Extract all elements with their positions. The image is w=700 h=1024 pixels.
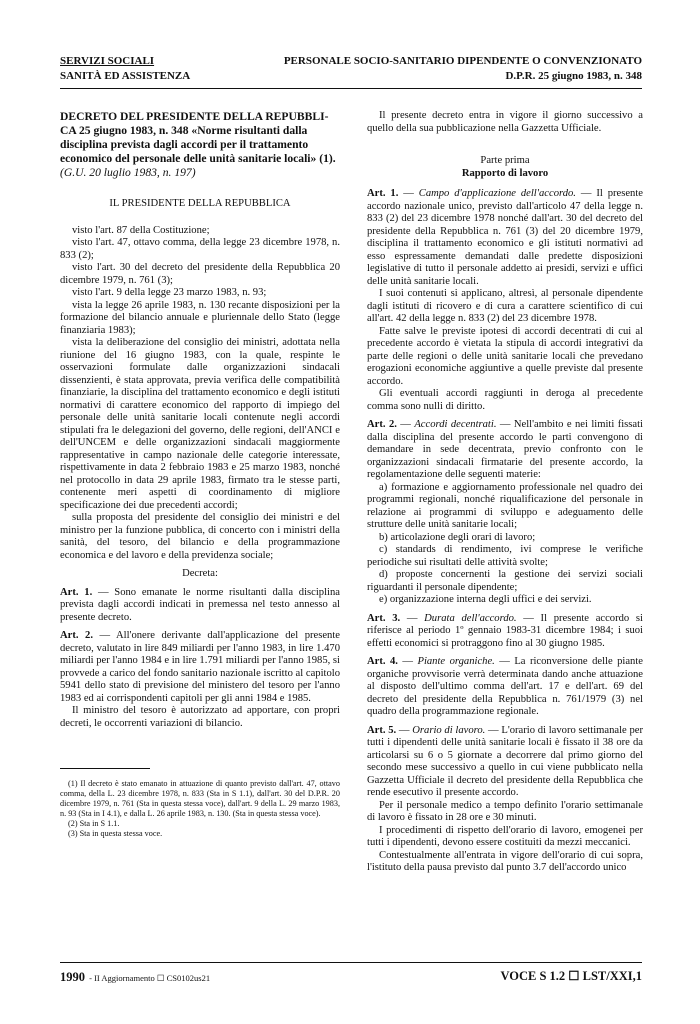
right-column bbox=[367, 110, 643, 875]
article-number: Art. 1. bbox=[367, 188, 399, 199]
header-topic bbox=[284, 54, 642, 84]
article-text: — Il presente accordo nazionale unico, previsto dall'articolo 47 della legge n. 833 (2) del 23 dicembre 1978 nonché dall'art. 30 del decreto del presidente della Repubblica n. 761 (3) del 20 dicembre 1979, disciplina il trattamento economico e gli istituti normativi ad esso espressamente demandati dalle predette disposizioni legislative di tutto il personale addetto ai presidi, servizi e uffici delle unità sanitarie locali. bbox=[367, 188, 643, 287]
decree-title: DECRETO DEL PRESIDENTE DELLA REPUBBLI-CA 25 giugno 1983, n. 348 «Norme risultanti dalla disciplina prevista dagli accordi per il trattamento economico del personale delle unità sanitarie locali» (1). bbox=[60, 110, 336, 165]
article-number: Art. 2. bbox=[60, 630, 93, 641]
running-header bbox=[60, 40, 642, 89]
footer-left bbox=[60, 970, 210, 985]
document-page bbox=[60, 40, 642, 1000]
footnote: (1) Il decreto è stato emanato in attuazione di quanto previsto dall'art. 47, ottavo comma, della L. 23 dicembre 1978, n. 833 (Sta in S 1.1), dall'art. 30 del D.P.R. 20 dicembre 1979, n. 761 (Sta in questa stessa voce), dall'art. 9 della L. 29 marzo 1983, n. 93 (Sta in I 4.1), e dalla L. 26 aprile 1983, n. 130. (Sta in questa stessa voce). bbox=[60, 779, 340, 818]
article-paragraph: Gli eventuali accordi raggiunti in deroga al precedente comma sono nulli di diritto. bbox=[367, 388, 643, 412]
article-number: Art. 2. bbox=[367, 419, 397, 430]
article-title: Accordi decentrati. bbox=[414, 419, 497, 430]
president-heading: IL PRESIDENTE DELLA REPUBBLICA bbox=[109, 198, 291, 209]
list-item: e) organizzazione interna degli uffici e dei servizi. bbox=[379, 594, 592, 605]
footer-voce: VOCE S 1.2 ☐ LST/XXI,1 bbox=[500, 969, 642, 983]
list-item: b) articolazione degli orari di lavoro; bbox=[379, 531, 536, 543]
header-decree-ref: D.P.R. 25 giugno 1983, n. 348 bbox=[505, 70, 642, 82]
article-2: Art. 2. — Accordi decentrati. — Nell'ambito e nei limiti fissati dalla disciplina del presente accordo le parti convengono di demandare in sede decentrata, previo confronto con le organizzazioni sindacali firmatarie del presente accordo, la regolamentazione delle seguenti materie: bbox=[367, 419, 644, 480]
list-item: a) formazione e aggiornamento professionale nel quadro dei programmi regionali, nonché riqualificazione del personale in relazione ai programmi di sviluppo e adeguamento delle strutture delle unità sanitarie locali; bbox=[367, 481, 643, 530]
recital: visto l'art. 9 della legge 23 marzo 1983, n. 93; bbox=[72, 287, 267, 298]
header-subcategory: SANITÀ ED ASSISTENZA bbox=[60, 70, 191, 82]
article-paragraph: I suoi contenuti si applicano, altresì, al personale dipendente dagli istituti di ricovero e di cura a carattere scientifico di cui all'art. 42 della legge n. 833 (2) del 23 dicembre 1978. bbox=[367, 288, 643, 324]
article-1 bbox=[60, 587, 340, 625]
running-footer bbox=[60, 962, 642, 991]
article-text: — All'onere derivante dall'applicazione del presente decreto, valutato in lire 849 miliardi per l'anno 1983, in lire 1.470 miliardi per l'anno 1984 e in lire 1.791 miliardi per l'anno 1985, si provvede a carico del fondo sanitario nazionale iscritto al capitolo 5941 dello stato di previsione del ministero del tesoro per l'anno 1983 ed ai corrispondenti capitoli per gli anni 1984 e 1985. bbox=[60, 630, 340, 704]
part-label: Parte prima bbox=[480, 155, 530, 166]
entry-into-force: Il presente decreto entra in vigore il giorno successivo a quello della sua pubblicazione nella Gazzetta Ufficiale. bbox=[367, 110, 643, 134]
list-item: c) standards di rendimento, ivi comprese le verifiche periodiche sui risultati delle attività svolte; bbox=[367, 544, 643, 568]
article-paragraph: I procedimenti di rispetto dell'orario di lavoro, emogenei per tutti i dipendenti, devono essere costituiti da mezzi meccanici. bbox=[367, 824, 643, 848]
article-title: Piante organiche. bbox=[417, 656, 495, 667]
part-title: Rapporto di lavoro bbox=[461, 167, 549, 179]
header-topic-title: PERSONALE SOCIO-SANITARIO DIPENDENTE O CONVENZIONATO bbox=[283, 55, 642, 67]
header-category: SERVIZI SOCIALI bbox=[60, 55, 155, 67]
footer-edition: - II Aggiornamento ☐ CS0102us21 bbox=[89, 973, 211, 983]
article-text: — Nell'ambito e nei limiti fissati dalla disciplina del presente accordo le parti convengono di demandare in sede decentrata, previo confronto con le organizzazioni sindacali firmatarie del presente accordo, la regolamentazione delle seguenti materie: bbox=[367, 419, 644, 480]
article-title: Orario di lavoro. bbox=[412, 724, 486, 736]
recital: visto l'art. 30 del decreto del presidente della Repubblica 20 dicembre 1979, n. 761 (3); bbox=[60, 262, 340, 286]
header-section bbox=[60, 54, 190, 84]
article-text: — Il presente accordo si riferisce al periodo 1º gennaio 1983-31 dicembre 1984; i suoi effetti economici si protraggono fino al 30 giugno 1985. bbox=[367, 612, 643, 649]
decreta-heading: Decreta: bbox=[182, 568, 218, 579]
article-number: Art. 1. bbox=[60, 586, 93, 598]
recital: visto l'art. 87 della Costituzione; bbox=[72, 224, 210, 236]
article-text: — L'orario di lavoro settimanale per tutti i dipendenti delle unità sanitarie locali è fissato il 38 ore da articolarsi su 6 o 5 giornate a decorrere dal primo giorno del secondo mese successivo a quello in cui viene pubblicato nella Gazzetta Ufficiale il decreto del presidente della Repubblica che rende esecutivo il presente accordo. bbox=[367, 724, 643, 798]
article-paragraph: Contestualmente all'entrata in vigore dell'orario di cui sopra, l'istituto della pausa previsto dal punto 3.7 dell'accordo unico bbox=[367, 849, 643, 873]
article-title: Campo d'applicazione dell'accordo. bbox=[418, 188, 576, 199]
article-paragraph: Per il personale medico a tempo definito l'orario settimanale di lavoro è fissato in 28 ore e 30 minuti. bbox=[367, 799, 643, 823]
article-5: Art. 5. — Orario di lavoro. — L'orario di lavoro settimanale per tutti i dipendenti delle unità sanitarie locali è fissato il 38 ore da articolarsi su 6 o 5 giornate a decorrere dal primo giorno del secondo mese successivo a quello in cui viene pubblicato nella Gazzetta Ufficiale il decreto del presidente della Repubblica che rende esecutivo il presente accordo. bbox=[367, 724, 643, 798]
article-title: Durata dell'accordo. bbox=[424, 612, 517, 624]
footnote-rule bbox=[60, 768, 150, 769]
recital: visto l'art. 47, ottavo comma, della legge 23 dicembre 1978, n. 833 (2); bbox=[60, 237, 340, 261]
article-1: Art. 1. — Campo d'applicazione dell'accordo. — Il presente accordo nazionale unico, previsto dall'articolo 47 della legge n. 833 (2) del 23 dicembre 1978 nonché dall'art. 30 del decreto del presidente della Repubblica n. 761 (3) del 20 dicembre 1979, disciplina il trattamento economico e gli istituti normativi ad esso espressamente demandati dalle predette disposizioni legislative di tutto il personale addetto ai presidi, servizi e uffici delle unità sanitarie locali. bbox=[367, 188, 643, 287]
article-2 bbox=[60, 630, 340, 705]
list-item: d) proposte concernenti la gestione dei servizi sociali riguardanti il personale dipendente; bbox=[367, 569, 643, 593]
gazette-reference: (G.U. 20 luglio 1983, n. 197) bbox=[60, 166, 196, 179]
recital: vista la deliberazione del consiglio dei ministri, adottata nella riunione del 16 giugno 1983, con la quale, respinte le osservazioni formulate dalle organizzazioni sindacali dissenzienti, è stata approvata, previa verifica delle compatibilità finanziarie, la disciplina del trattamento economico e degli istituti normativi di carattere economico del rapporto di impiego del personale delle unità sanitarie locali contenute negli accordi stipulati fra le delegazioni del governo, delle regioni, dell'ANCI e dell'UNCEM e delle organizzazioni sindacali maggiormente rappresentative in campo nazionale delle categorie interessate, rispettivamente in data 2 febbraio 1983 e 25 marzo 1983, nonché nel protocollo in data 29 aprile 1983, firmato tra le stesse parti, contenente meri aspetti di coordinamento di migliore specificazione dei due precedenti accordi; bbox=[60, 337, 340, 511]
footnotes bbox=[60, 779, 340, 839]
recital: sulla proposta del presidente del consiglio dei ministri e del ministro per la funzione pubblica, di concerto con i ministri della sanità, del tesoro, del bilancio e della programmazione economica e del lavoro e della previdenza sociale; bbox=[60, 512, 340, 561]
article-paragraph: Il ministro del tesoro è autorizzato ad apportare, con propri decreti, le occorrenti variazioni di bilancio. bbox=[60, 705, 340, 729]
recital: vista la legge 26 aprile 1983, n. 130 recante disposizioni per la formazione del bilancio annuale e pluriennale dello Stato (legge finanziaria 1983); bbox=[60, 299, 340, 336]
article-3: Art. 3. — Durata dell'accordo. — Il presente accordo si riferisce al periodo 1º gennaio 1983-31 dicembre 1984; i suoi effetti economici si protraggono fino al 30 giugno 1985. bbox=[367, 612, 643, 649]
article-text: — Sono emanate le norme risultanti dalla disciplina prevista dagli accordi indicati in premessa nel testo annesso al presente decreto. bbox=[60, 586, 340, 623]
article-number: Art. 5. bbox=[367, 724, 397, 736]
footnote: (2) Sta in S 1.1. bbox=[68, 819, 120, 828]
article-paragraph: Fatte salve le previste ipotesi di accordi decentrati di cui al precedente accordo è vietata la stipula di accordi integrativi da parte delle regioni o delle unità sanitarie locali che prevedano erogazioni economiche aggiuntive a quelle previste dal presente accordo. bbox=[367, 325, 643, 387]
footnote: (3) Sta in questa stessa voce. bbox=[68, 829, 163, 838]
article-number: Art. 3. bbox=[367, 612, 401, 624]
article-number: Art. 4. bbox=[367, 656, 398, 667]
article-text: — La riconversione delle piante organiche provvisorie verrà determinata dando anche attuazione al disposto dell'ultimo comma dell'art. 17 e dell'art. 69 del decreto del presidente della Repubblica n. 761/1979 (3) nel quadro della programmazione regionale. bbox=[367, 656, 644, 717]
left-column bbox=[60, 110, 340, 839]
article-4: Art. 4. — Piante organiche. — La riconversione delle piante organiche provvisorie verrà determinata dando anche attuazione al disposto dell'ultimo comma dell'art. 17 e dell'art. 69 del decreto del presidente della Repubblica n. 761/1979 (3) nel quadro della programmazione regionale. bbox=[367, 656, 644, 717]
page-number: 1990 bbox=[60, 970, 85, 984]
